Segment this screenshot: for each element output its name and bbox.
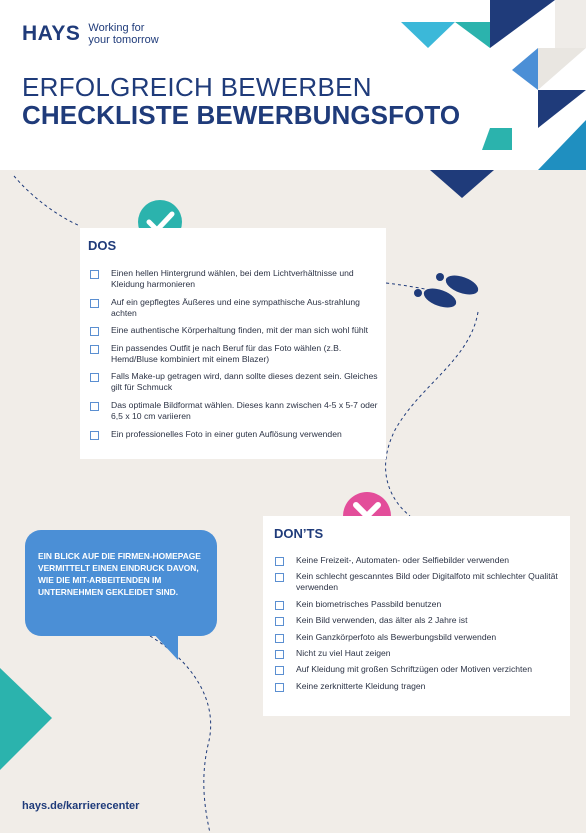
donts-title: DON’TS xyxy=(274,526,324,541)
list-item: Nicht zu viel Haut zeigen xyxy=(275,648,565,659)
donts-list xyxy=(275,555,565,697)
checkbox[interactable] xyxy=(275,557,284,566)
checkbox[interactable] xyxy=(275,573,284,582)
checkbox[interactable] xyxy=(90,299,99,308)
footprints-icon xyxy=(414,272,481,312)
list-item: Einen hellen Hintergrund wählen, bei dem Lichtverhältnisse und Kleidung harmonieren xyxy=(90,268,380,290)
checkbox[interactable] xyxy=(275,617,284,626)
list-item: Auf Kleidung mit großen Schriftzügen oder Motiven verzichten xyxy=(275,664,565,675)
list-item: Auf ein gepflegtes Äußeres und eine sympathische Aus-strahlung achten xyxy=(90,297,380,319)
dashed-path xyxy=(14,176,80,226)
checkbox[interactable] xyxy=(275,601,284,610)
checkbox[interactable] xyxy=(90,327,99,336)
donts-card xyxy=(263,516,570,716)
checkbox[interactable] xyxy=(275,650,284,659)
header xyxy=(0,0,586,170)
list-item: Ein passendes Outfit je nach Beruf für das Foto wählen (z.B. Hemd/Bluse kombiniert mit einem Blazer) xyxy=(90,343,380,365)
list-item: Kein biometrisches Passbild benutzen xyxy=(275,599,565,610)
list-item: Das optimale Bildformat wählen. Dieses kann zwischen 4-5 x 5-7 oder 6,5 x 10 cm variieren xyxy=(90,400,380,422)
tip-bubble xyxy=(25,530,217,636)
page-title-line2: CHECKLISTE BEWERBUNGSFOTO xyxy=(22,100,461,130)
hays-logo[interactable] xyxy=(22,22,168,46)
logo-wordmark: HAYS xyxy=(22,22,81,45)
logo-tagline: Working for your tomorrow xyxy=(88,22,159,46)
dashed-path xyxy=(386,312,478,516)
list-item: Kein Ganzkörperfoto als Bewerbungsbild verwenden xyxy=(275,632,565,643)
checkbox[interactable] xyxy=(275,683,284,692)
dashed-path xyxy=(150,636,211,833)
dos-title: DOS xyxy=(88,238,117,253)
checkbox[interactable] xyxy=(275,634,284,643)
footer-link[interactable]: hays.de/karrierecenter xyxy=(22,800,140,812)
checkbox[interactable] xyxy=(90,402,99,411)
list-item: Keine zerknitterte Kleidung tragen xyxy=(275,681,565,692)
list-item: Keine Freizeit-, Automaten- oder Selfiebilder verwenden xyxy=(275,555,565,566)
list-item: Eine authentische Körperhaltung finden, mit der man sich wohl fühlt xyxy=(90,325,380,336)
triangle-decoration xyxy=(0,668,52,770)
dashed-path xyxy=(386,283,440,292)
checkbox[interactable] xyxy=(90,431,99,440)
dos-list xyxy=(90,268,380,446)
checkbox[interactable] xyxy=(90,345,99,354)
list-item: Ein professionelles Foto in einer guten Auflösung verwenden xyxy=(90,429,380,440)
list-item: Falls Make-up getragen wird, dann sollte dieses dezent sein. Gleiches gilt für Schmuck xyxy=(90,371,380,393)
dos-card xyxy=(80,228,386,459)
checkbox[interactable] xyxy=(90,373,99,382)
triangle-decoration xyxy=(430,170,494,198)
tip-text: EIN BLICK AUF DIE FIRMEN-HOMEPAGE VERMITTELT EINEN EINDRUCK DAVON, WIE DIE MIT-ARBEITENDEN IM UNTERNEHMEN GEKLEIDET SIND. xyxy=(38,551,201,597)
checkbox[interactable] xyxy=(90,270,99,279)
checkbox[interactable] xyxy=(275,666,284,675)
page-title-line1: ERFOLGREICH BEWERBEN xyxy=(22,72,372,102)
list-item: Kein Bild verwenden, das älter als 2 Jahre ist xyxy=(275,615,565,626)
list-item: Kein schlecht gescanntes Bild oder Digitalfoto mit schlechter Qualität verwenden xyxy=(275,571,565,593)
